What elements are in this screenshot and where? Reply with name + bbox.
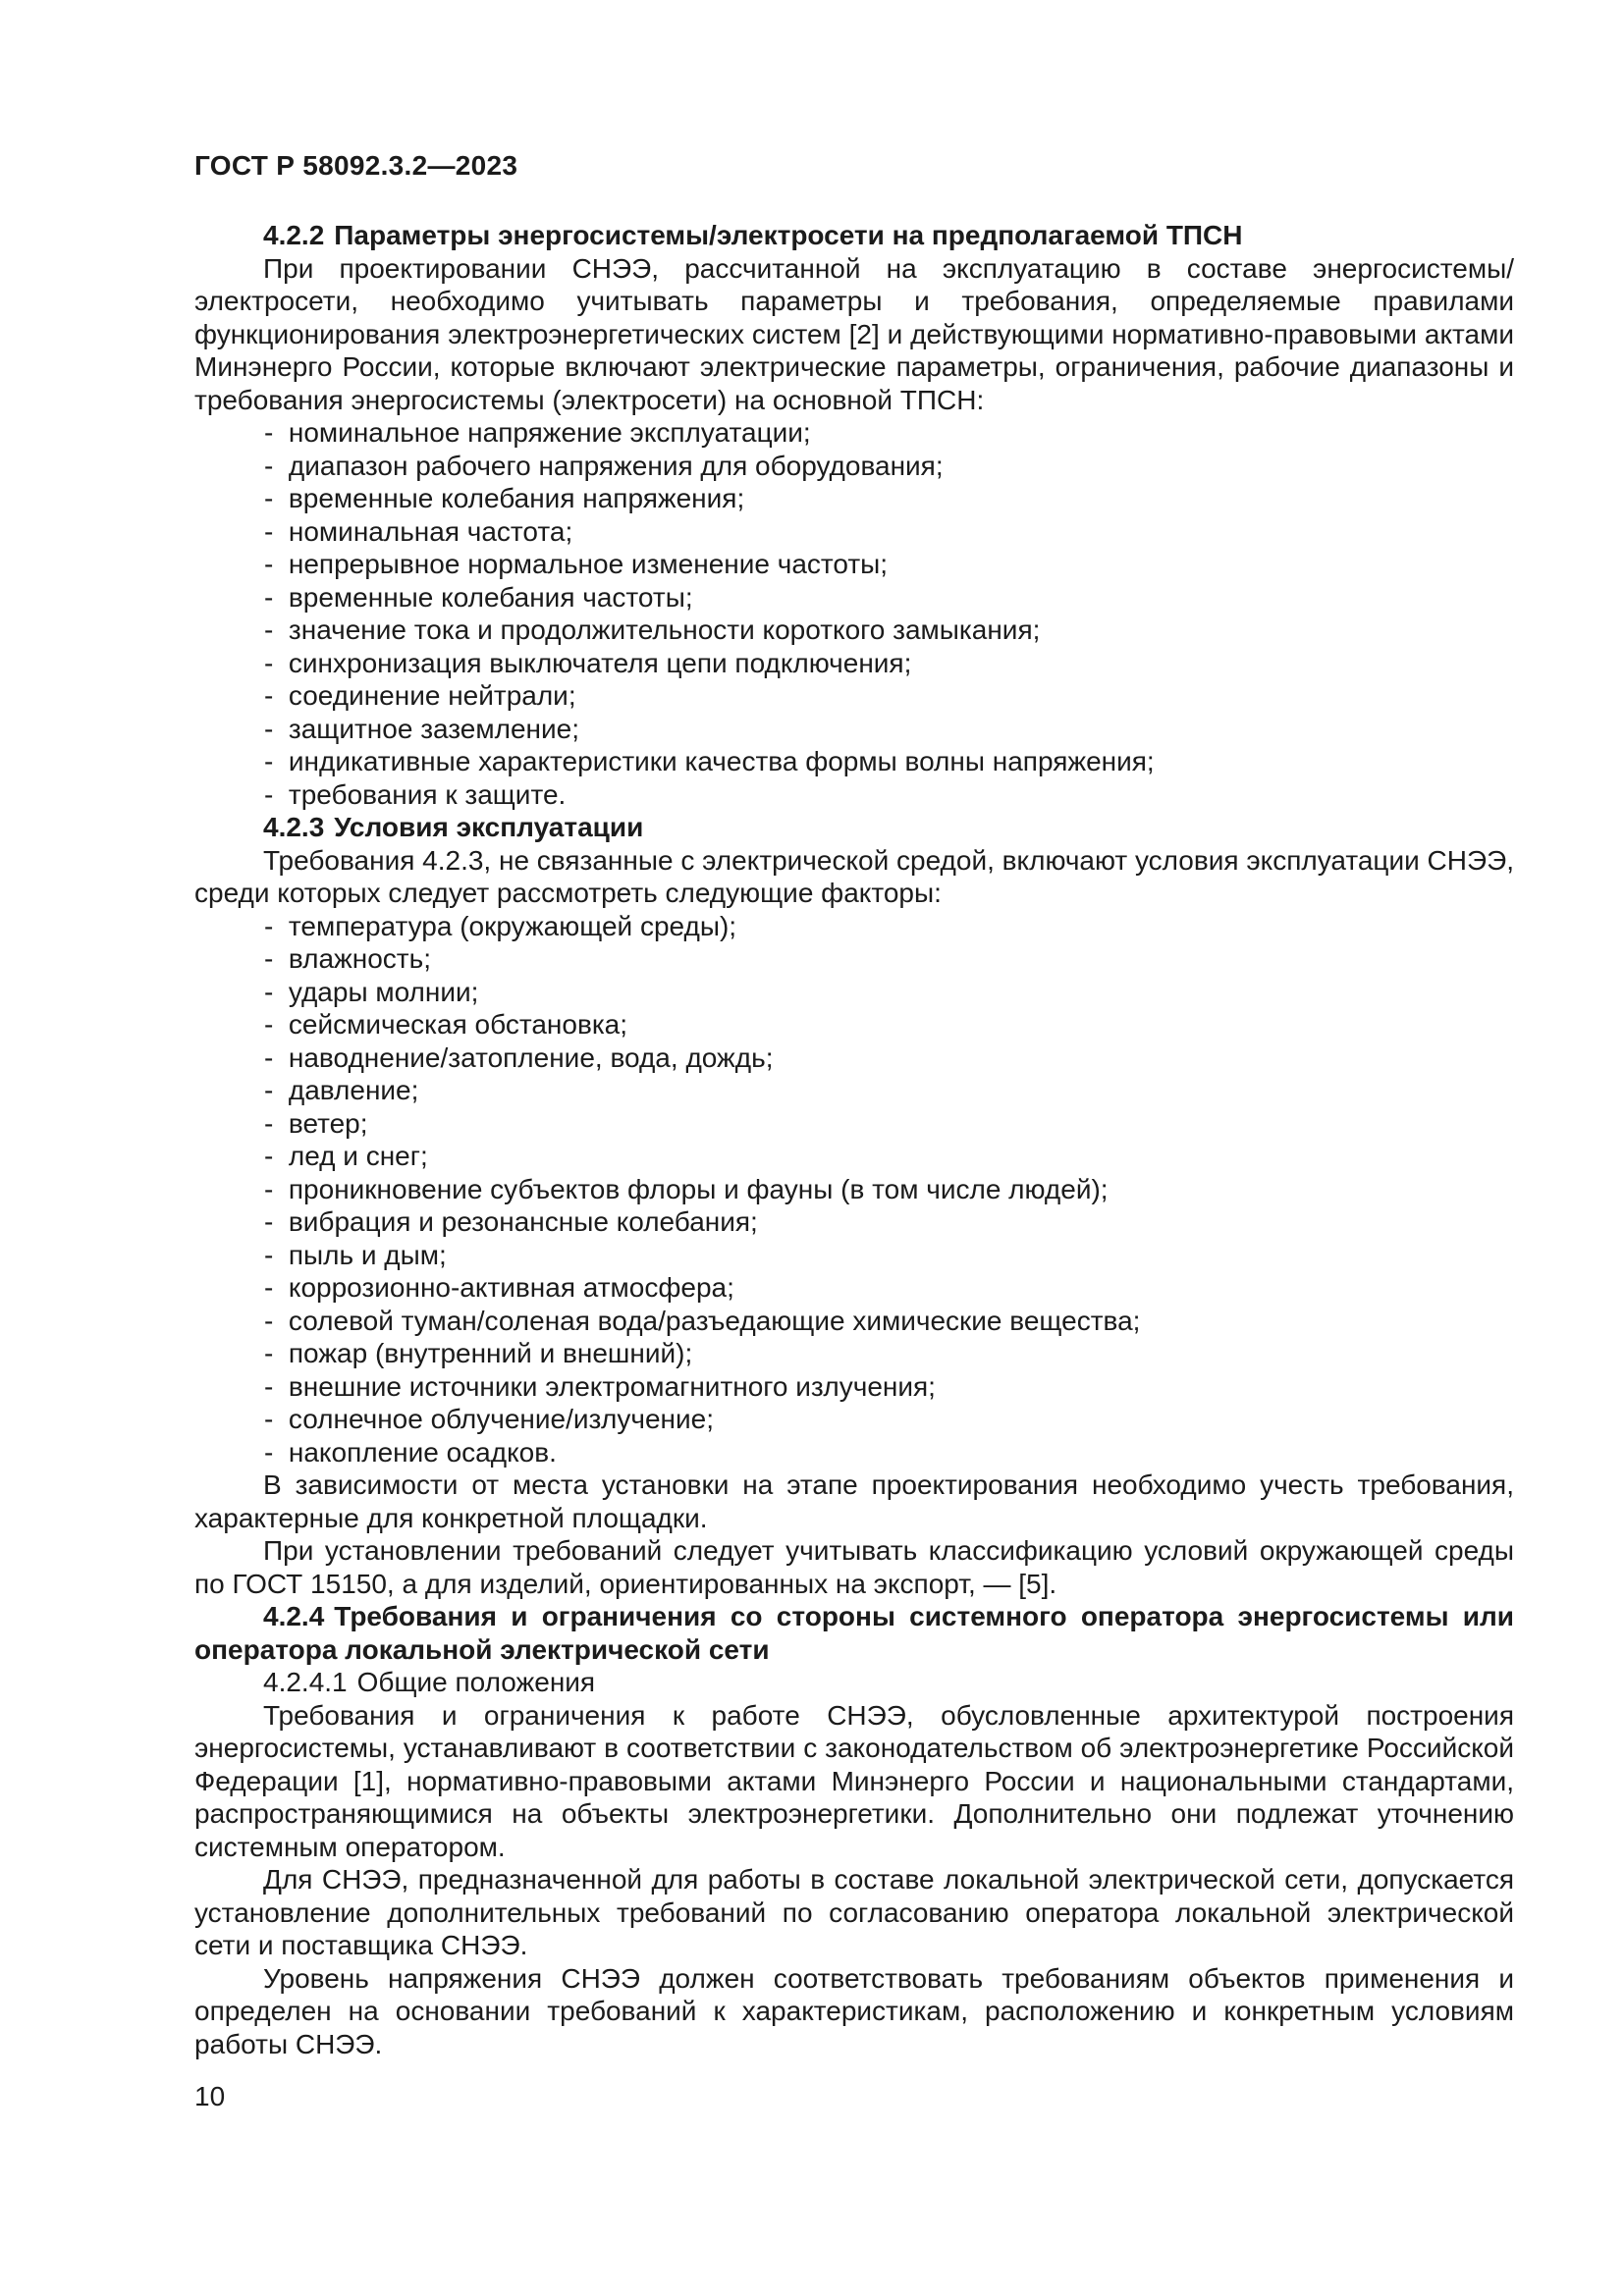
list-item: - удары молнии; <box>264 976 1514 1009</box>
document-body <box>194 219 1514 2060</box>
section-4-2-2-intro: При проектировании СНЭЭ, рассчитанной на эксплуатацию в составе энергосистемы/электросети, необходимо учитывать параметры и требования, определяемые правилами функционирования электроэнергетических систем [2] и действующими нормативно-правовыми актами Минэнерго России, которые включают электрические параметры, ограничения, рабочие диапазоны и требования энергосистемы (электросети) на основной ТПСН: <box>194 252 1514 415</box>
section-4-2-3-intro: Требования 4.2.3, не связанные с электрической средой, включают условия эксплуатации СНЭЭ, среди которых следует рассмотреть следующие факторы: <box>194 844 1514 908</box>
section-4-2-4-heading <box>194 1600 1514 1666</box>
section-number: 4.2.2 <box>263 220 325 250</box>
list-item: - номинальная частота; <box>264 515 1514 549</box>
document-code: ГОСТ Р 58092.3.2—2023 <box>194 150 518 181</box>
list-item: - коррозионно-активная атмосфера; <box>264 1271 1514 1305</box>
list-item: - влажность; <box>264 942 1514 976</box>
section-number: 4.2.3 <box>263 812 325 842</box>
list-item: - требования к защите. <box>264 778 1514 812</box>
list-item: - непрерывное нормальное изменение частоты; <box>264 548 1514 581</box>
list-item: - давление; <box>264 1074 1514 1107</box>
list-item: - температура (окружающей среды); <box>264 910 1514 943</box>
list-item: - солнечное облучение/излучение; <box>264 1403 1514 1436</box>
list-item: - диапазон рабочего напряжения для оборудования; <box>264 450 1514 483</box>
operating-conditions-list <box>194 910 1514 1469</box>
list-item: - номинальное напряжение эксплуатации; <box>264 416 1514 450</box>
local-grid-paragraph: Для СНЭЭ, предназначенной для работы в составе локальной электрической сети, допускается установление дополнительных требований по согласованию оператора локальной электрической сети и поставщика СНЭЭ. <box>194 1864 1514 1960</box>
list-item: - солевой туман/соленая вода/разъедающие химические вещества; <box>264 1305 1514 1338</box>
section-4-2-2-heading <box>194 219 1514 252</box>
list-item: - ветер; <box>264 1107 1514 1141</box>
section-title: Требования и ограничения со стороны системного оператора энергосистемы или оператора локальной электрической сети <box>194 1601 1514 1665</box>
grid-parameters-list <box>194 416 1514 811</box>
voltage-level-paragraph: Уровень напряжения СНЭЭ должен соответствовать требованиям объектов применения и определен на основании требований к характеристикам, расположению и конкретным условиям работы СНЭЭ. <box>194 1962 1514 2059</box>
page-number: 10 <box>194 2081 226 2111</box>
list-item: - лед и снег; <box>264 1140 1514 1173</box>
subsection-title: Общие положения <box>356 1667 596 1697</box>
list-item: - наводнение/затопление, вода, дождь; <box>264 1041 1514 1075</box>
subsection-number: 4.2.4.1 <box>263 1667 348 1697</box>
subsection-4-2-4-1-heading <box>194 1666 1514 1699</box>
list-item: - временные колебания напряжения; <box>264 482 1514 515</box>
list-item: - накопление осадков. <box>264 1436 1514 1469</box>
section-number: 4.2.4 <box>263 1601 325 1631</box>
classification-paragraph: При установлении требований следует учитывать классификацию условий окружающей среды по ГОСТ 15150, а для изделий, ориентированных на экспорт, — [5]. <box>194 1535 1514 1599</box>
section-title: Параметры энергосистемы/электросети на предполагаемой ТПСН <box>334 220 1243 250</box>
list-item: - пожар (внутренний и внешний); <box>264 1337 1514 1370</box>
general-provisions-paragraph: Требования и ограничения к работе СНЭЭ, обусловленные архитектурой построения энергосистемы, устанавливают в соответствии с законодательством об электроэнергетике Российской Федерации [1], нормативно-правовыми актами Минэнерго России и национальными стандартами, распространяющимися на объекты электроэнергетики. Дополнительно они подлежат уточнению системным оператором. <box>194 1699 1514 1862</box>
section-4-2-3-heading <box>194 811 1514 844</box>
list-item: - вибрация и резонансные колебания; <box>264 1205 1514 1239</box>
list-item: - внешние источники электромагнитного излучения; <box>264 1370 1514 1404</box>
list-item: - сейсмическая обстановка; <box>264 1008 1514 1041</box>
section-title: Условия эксплуатации <box>334 812 644 842</box>
list-item: - пыль и дым; <box>264 1239 1514 1272</box>
list-item: - соединение нейтрали; <box>264 679 1514 713</box>
list-item: - проникновение субъектов флоры и фауны (в том числе людей); <box>264 1173 1514 1206</box>
list-item: - временные колебания частоты; <box>264 581 1514 614</box>
list-item: - синхронизация выключателя цепи подключения; <box>264 647 1514 680</box>
list-item: - индикативные характеристики качества формы волны напряжения; <box>264 745 1514 778</box>
site-requirements-paragraph: В зависимости от места установки на этапе проектирования необходимо учесть требования, характерные для конкретной площадки. <box>194 1469 1514 1533</box>
list-item: - защитное заземление; <box>264 713 1514 746</box>
list-item: - значение тока и продолжительности короткого замыкания; <box>264 614 1514 647</box>
